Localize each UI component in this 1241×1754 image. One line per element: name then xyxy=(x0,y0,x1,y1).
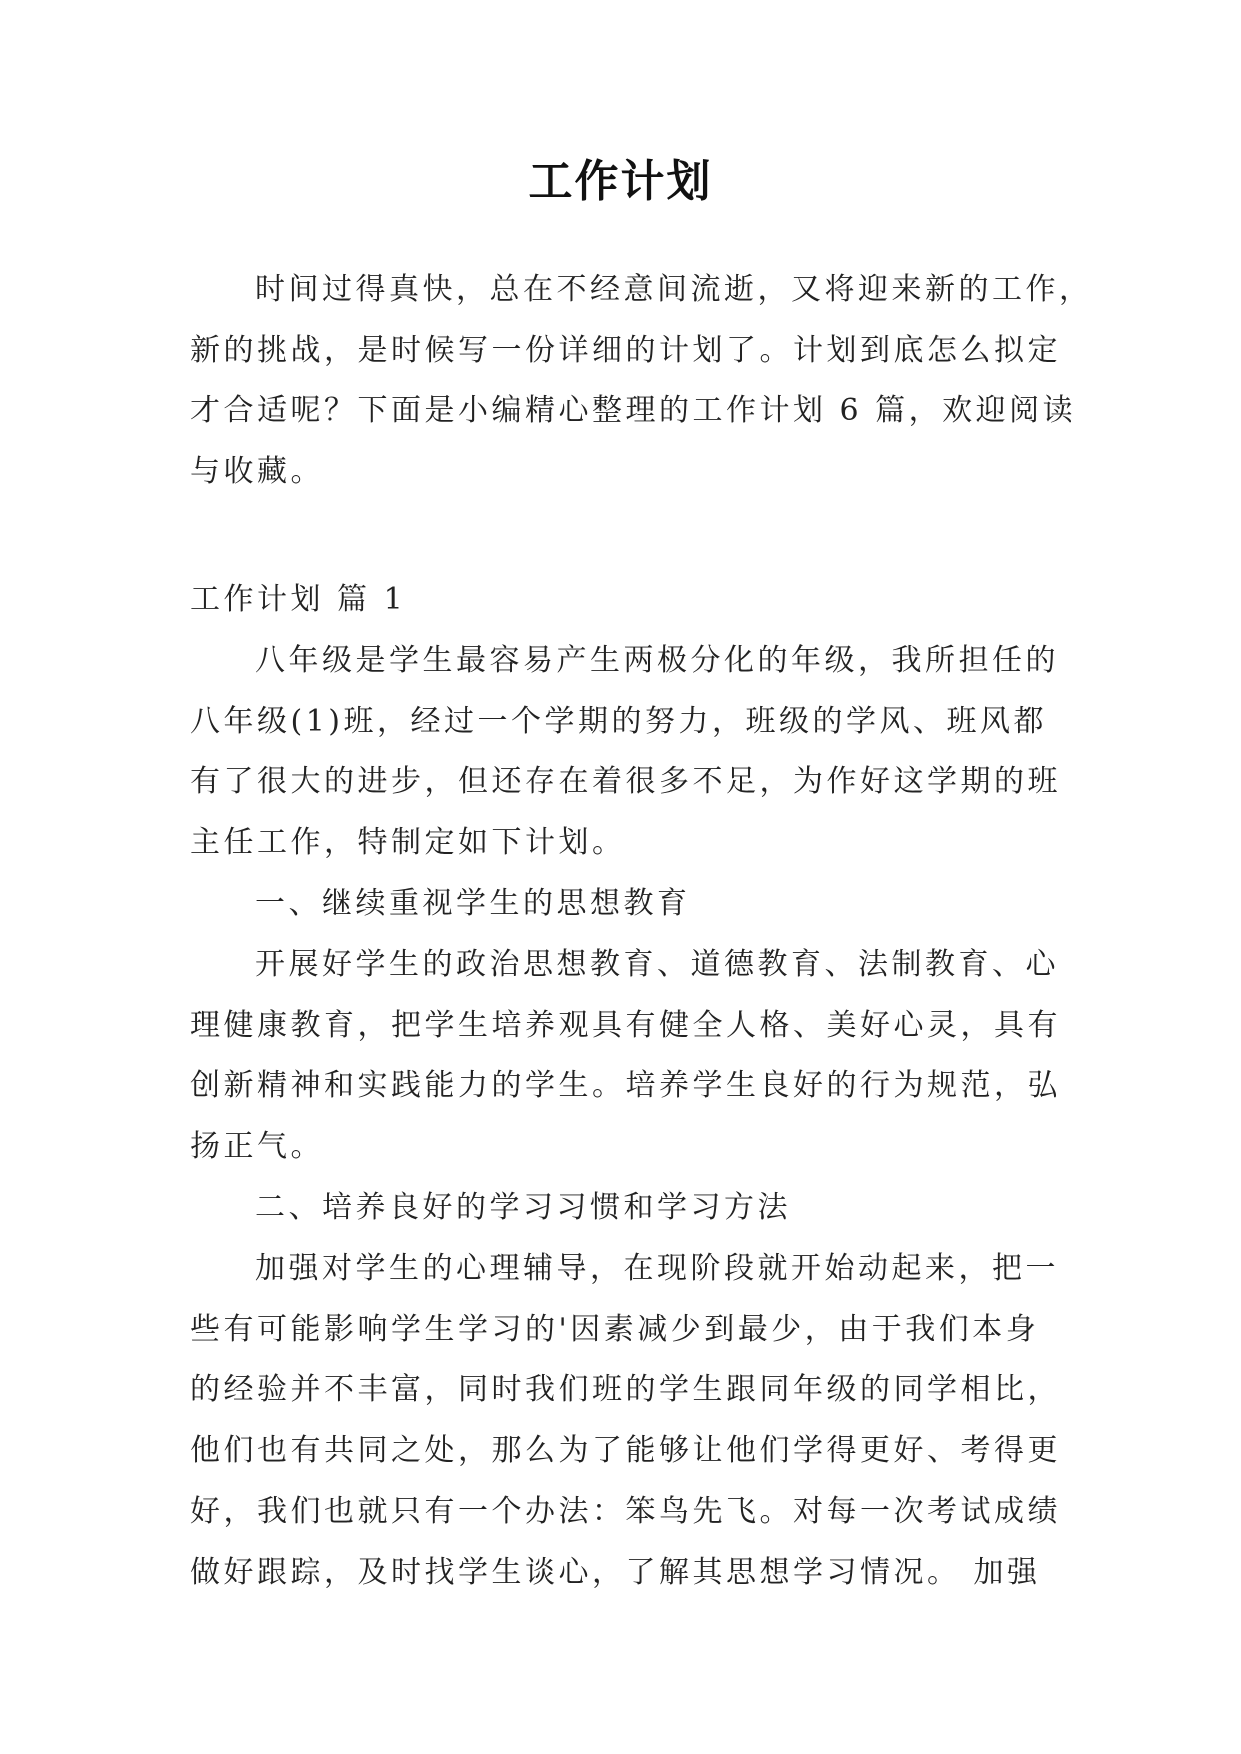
subheading: 二、培养良好的学习习惯和学习方法 xyxy=(255,1190,791,1225)
paragraph-line: 时间过得真快，总在不经意间流逝，又将迎来新的工作， xyxy=(255,272,1093,307)
paragraph-line: 八年级是学生最容易产生两极分化的年级，我所担任的 xyxy=(255,643,1059,678)
paragraph-line: 扬正气。 xyxy=(190,1129,324,1164)
paragraph-line: 些有可能影响学生学习的'因素减少到最少，由于我们本身 xyxy=(190,1312,1040,1347)
section-heading: 工作计划 篇 1 xyxy=(190,582,407,617)
paragraph-line: 八年级(1)班，经过一个学期的努力，班级的学风、班风都 xyxy=(190,704,1047,739)
subheading: 一、继续重视学生的思想教育 xyxy=(255,886,691,921)
paragraph-line: 开展好学生的政治思想教育、道德教育、法制教育、心 xyxy=(255,947,1059,982)
paragraph-line: 主任工作，特制定如下计划。 xyxy=(190,825,626,860)
paragraph-line: 才合适呢？下面是小编精心整理的工作计划 6 篇，欢迎阅读 xyxy=(190,393,1077,428)
paragraph-line: 有了很大的进步，但还存在着很多不足，为作好这学期的班 xyxy=(190,764,1061,799)
paragraph-line: 加强对学生的心理辅导，在现阶段就开始动起来，把一 xyxy=(255,1251,1059,1286)
paragraph-line: 与收藏。 xyxy=(190,454,324,489)
paragraph-line: 理健康教育，把学生培养观具有健全人格、美好心灵，具有 xyxy=(190,1008,1061,1043)
paragraph-line: 他们也有共同之处，那么为了能够让他们学得更好、考得更 xyxy=(190,1433,1061,1468)
paragraph-line: 新的挑战，是时候写一份详细的计划了。计划到底怎么拟定 xyxy=(190,333,1061,368)
paragraph-line: 好，我们也就只有一个办法：笨鸟先飞。对每一次考试成绩 xyxy=(190,1494,1061,1529)
paragraph-line: 的经验并不丰富，同时我们班的学生跟同年级的同学相比， xyxy=(190,1372,1061,1407)
paragraph-line: 做好跟踪，及时找学生谈心，了解其思想学习情况。 加强 xyxy=(190,1555,1041,1590)
paragraph-line: 创新精神和实践能力的学生。培养学生良好的行为规范，弘 xyxy=(190,1068,1061,1103)
document-title: 工作计划 xyxy=(528,156,713,207)
